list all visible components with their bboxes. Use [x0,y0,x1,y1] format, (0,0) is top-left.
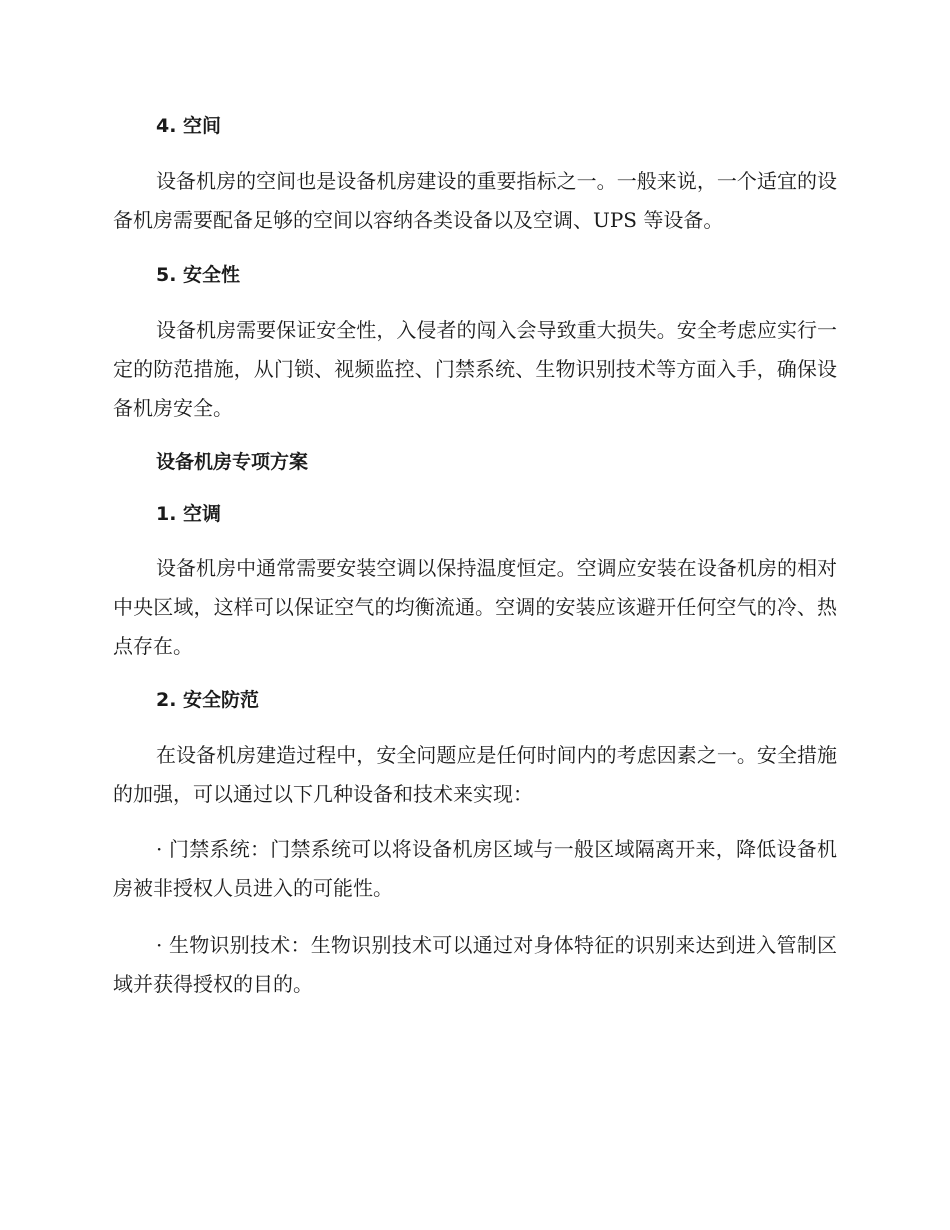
bullet-item-biometrics: · 生物识别技术：生物识别技术可以通过对身体特征的识别来达到进入管制区域并获得授权的目的。 [113,933,837,996]
section-heading-security: 5. 安全性 [156,264,241,286]
section-body-protection: 在设备机房建造过程中，安全问题应是任何时间内的考虑因素之一。安全措施的加强，可以通过以下几种设备和技术来实现： [113,743,837,806]
bullet-item-access-control: · 门禁系统：门禁系统可以将设备机房区域与一般区域隔离开来，降低设备机房被非授权人员进入的可能性。 [113,837,837,900]
document-page [113,108,837,1004]
section-heading-plan: 设备机房专项方案 [156,451,309,473]
section-body-ac: 设备机房中通常需要安装空调以保持温度恒定。空调应安装在设备机房的相对中央区域，这样可以保证空气的均衡流通。空调的安装应该避开任何空气的冷、热点存在。 [113,556,837,658]
section-body-space: 设备机房的空间也是设备机房建设的重要指标之一。一般来说，一个适宜的设备机房需要配备足够的空间以容纳各类设备以及空调、UPS 等设备。 [113,169,837,232]
section-heading-protection: 2. 安全防范 [156,689,260,711]
section-heading-ac: 1. 空调 [156,503,222,525]
section-body-security: 设备机房需要保证安全性，入侵者的闯入会导致重大损失。安全考虑应实行一定的防范措施，从门锁、视频监控、门禁系统、生物识别技术等方面入手，确保设备机房安全。 [113,318,837,420]
section-heading-space: 4. 空间 [156,115,222,137]
